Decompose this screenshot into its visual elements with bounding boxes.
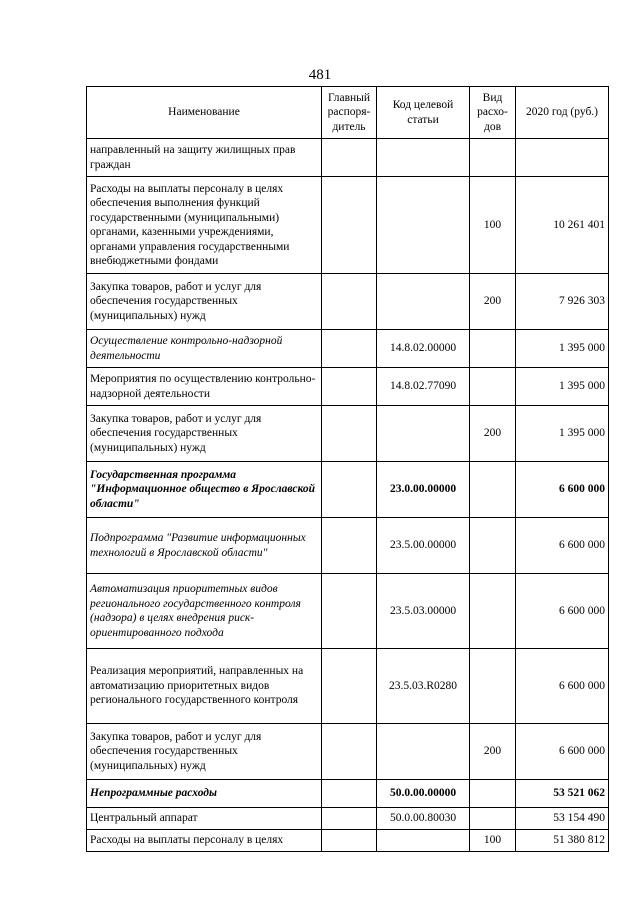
row-target-code-cell: 23.5.03.00000 [377,574,470,649]
row-amount-cell: 6 600 000 [516,462,609,518]
row-expense-type-cell [470,518,516,574]
table-body [87,139,609,852]
row-amount-cell [516,139,609,177]
row-amount-cell: 1 395 000 [516,368,609,406]
row-name-cell: Автоматизация приоритетных видов регионального государственного контроля (надзора) в целях внедрения риск-ориентированного подхода [87,574,322,649]
row-name-cell: Реализация мероприятий, направленных на автоматизацию приоритетных видов регионального государственного контроля [87,649,322,724]
row-target-code-cell [377,724,470,780]
row-main-admin-cell [322,724,377,780]
row-main-admin-cell [322,462,377,518]
row-target-code-cell [377,406,470,462]
budget-table [86,86,609,852]
row-main-admin-cell [322,518,377,574]
table-row [87,330,609,368]
row-target-code-cell: 14.8.02.77090 [377,368,470,406]
row-amount-cell: 10 261 401 [516,177,609,274]
row-name-cell: Закупка товаров, работ и услуг для обеспечения государственных (муниципальных) нужд [87,274,322,330]
row-target-code-cell: 14.8.02.00000 [377,330,470,368]
row-main-admin-cell [322,139,377,177]
row-main-admin-cell [322,574,377,649]
row-expense-type-cell: 100 [470,177,516,274]
header-name: Наименование [87,87,322,139]
table-row [87,808,609,830]
row-amount-cell: 6 600 000 [516,649,609,724]
row-name-cell: Расходы на выплаты персоналу в целях обеспечения выполнения функций государственными (муниципальными) органами, казенными учреждениями, органами управления государственными внебюджетными фондами [87,177,322,274]
page-number: 481 [308,67,332,83]
row-name-cell: Закупка товаров, работ и услуг для обеспечения государственных (муниципальных) нужд [87,724,322,780]
row-expense-type-cell [470,462,516,518]
row-amount-cell: 53 154 490 [516,808,609,830]
row-target-code-cell: 23.0.00.00000 [377,462,470,518]
row-main-admin-cell [322,649,377,724]
table-row [87,177,609,274]
row-main-admin-cell [322,274,377,330]
row-target-code-cell: 23.5.00.00000 [377,518,470,574]
table-row [87,518,609,574]
row-main-admin-cell [322,330,377,368]
row-expense-type-cell: 100 [470,830,516,852]
row-amount-cell: 53 521 062 [516,780,609,808]
row-amount-cell: 6 600 000 [516,574,609,649]
row-main-admin-cell [322,830,377,852]
row-amount-cell: 6 600 000 [516,518,609,574]
table-row [87,139,609,177]
table-row [87,724,609,780]
row-name-cell: Осуществление контрольно-надзорной деятельности [87,330,322,368]
row-expense-type-cell [470,808,516,830]
row-target-code-cell: 23.5.03.R0280 [377,649,470,724]
row-name-cell: Закупка товаров, работ и услуг для обеспечения государственных (муниципальных) нужд [87,406,322,462]
row-name-cell: Государственная программа "Информационное общество в Ярославской области" [87,462,322,518]
row-name-cell: Подпрограмма "Развитие информационных технологий в Ярославской области" [87,518,322,574]
row-expense-type-cell [470,649,516,724]
row-name-cell: Мероприятия по осуществлению контрольно-надзорной деятельности [87,368,322,406]
table-header-row [87,87,609,139]
row-expense-type-cell [470,574,516,649]
header-target-code: Код целевой статьи [377,87,470,139]
row-target-code-cell [377,139,470,177]
table-row [87,649,609,724]
row-target-code-cell: 50.0.00.80030 [377,808,470,830]
row-target-code-cell [377,274,470,330]
table-row [87,574,609,649]
row-amount-cell: 1 395 000 [516,406,609,462]
row-expense-type-cell: 200 [470,724,516,780]
header-main-admin: Главный распоря-дитель [322,87,377,139]
row-name-cell: Непрограммные расходы [87,780,322,808]
table-row [87,780,609,808]
row-name-cell: направленный на защиту жилищных прав граждан [87,139,322,177]
row-expense-type-cell [470,139,516,177]
row-main-admin-cell [322,177,377,274]
row-main-admin-cell [322,406,377,462]
row-expense-type-cell [470,368,516,406]
row-main-admin-cell [322,808,377,830]
table-row [87,406,609,462]
row-amount-cell: 6 600 000 [516,724,609,780]
header-expense-type: Вид расхо-дов [470,87,516,139]
row-expense-type-cell: 200 [470,274,516,330]
row-amount-cell: 1 395 000 [516,330,609,368]
row-amount-cell: 51 380 812 [516,830,609,852]
table-row [87,274,609,330]
row-name-cell: Центральный аппарат [87,808,322,830]
table-row [87,368,609,406]
row-expense-type-cell [470,780,516,808]
row-main-admin-cell [322,368,377,406]
row-target-code-cell [377,177,470,274]
table-row [87,462,609,518]
row-expense-type-cell [470,330,516,368]
header-amount: 2020 год (руб.) [516,87,609,139]
table-row [87,830,609,852]
row-main-admin-cell [322,780,377,808]
row-expense-type-cell: 200 [470,406,516,462]
row-target-code-cell [377,830,470,852]
row-name-cell: Расходы на выплаты персоналу в целях [87,830,322,852]
row-amount-cell: 7 926 303 [516,274,609,330]
row-target-code-cell: 50.0.00.00000 [377,780,470,808]
